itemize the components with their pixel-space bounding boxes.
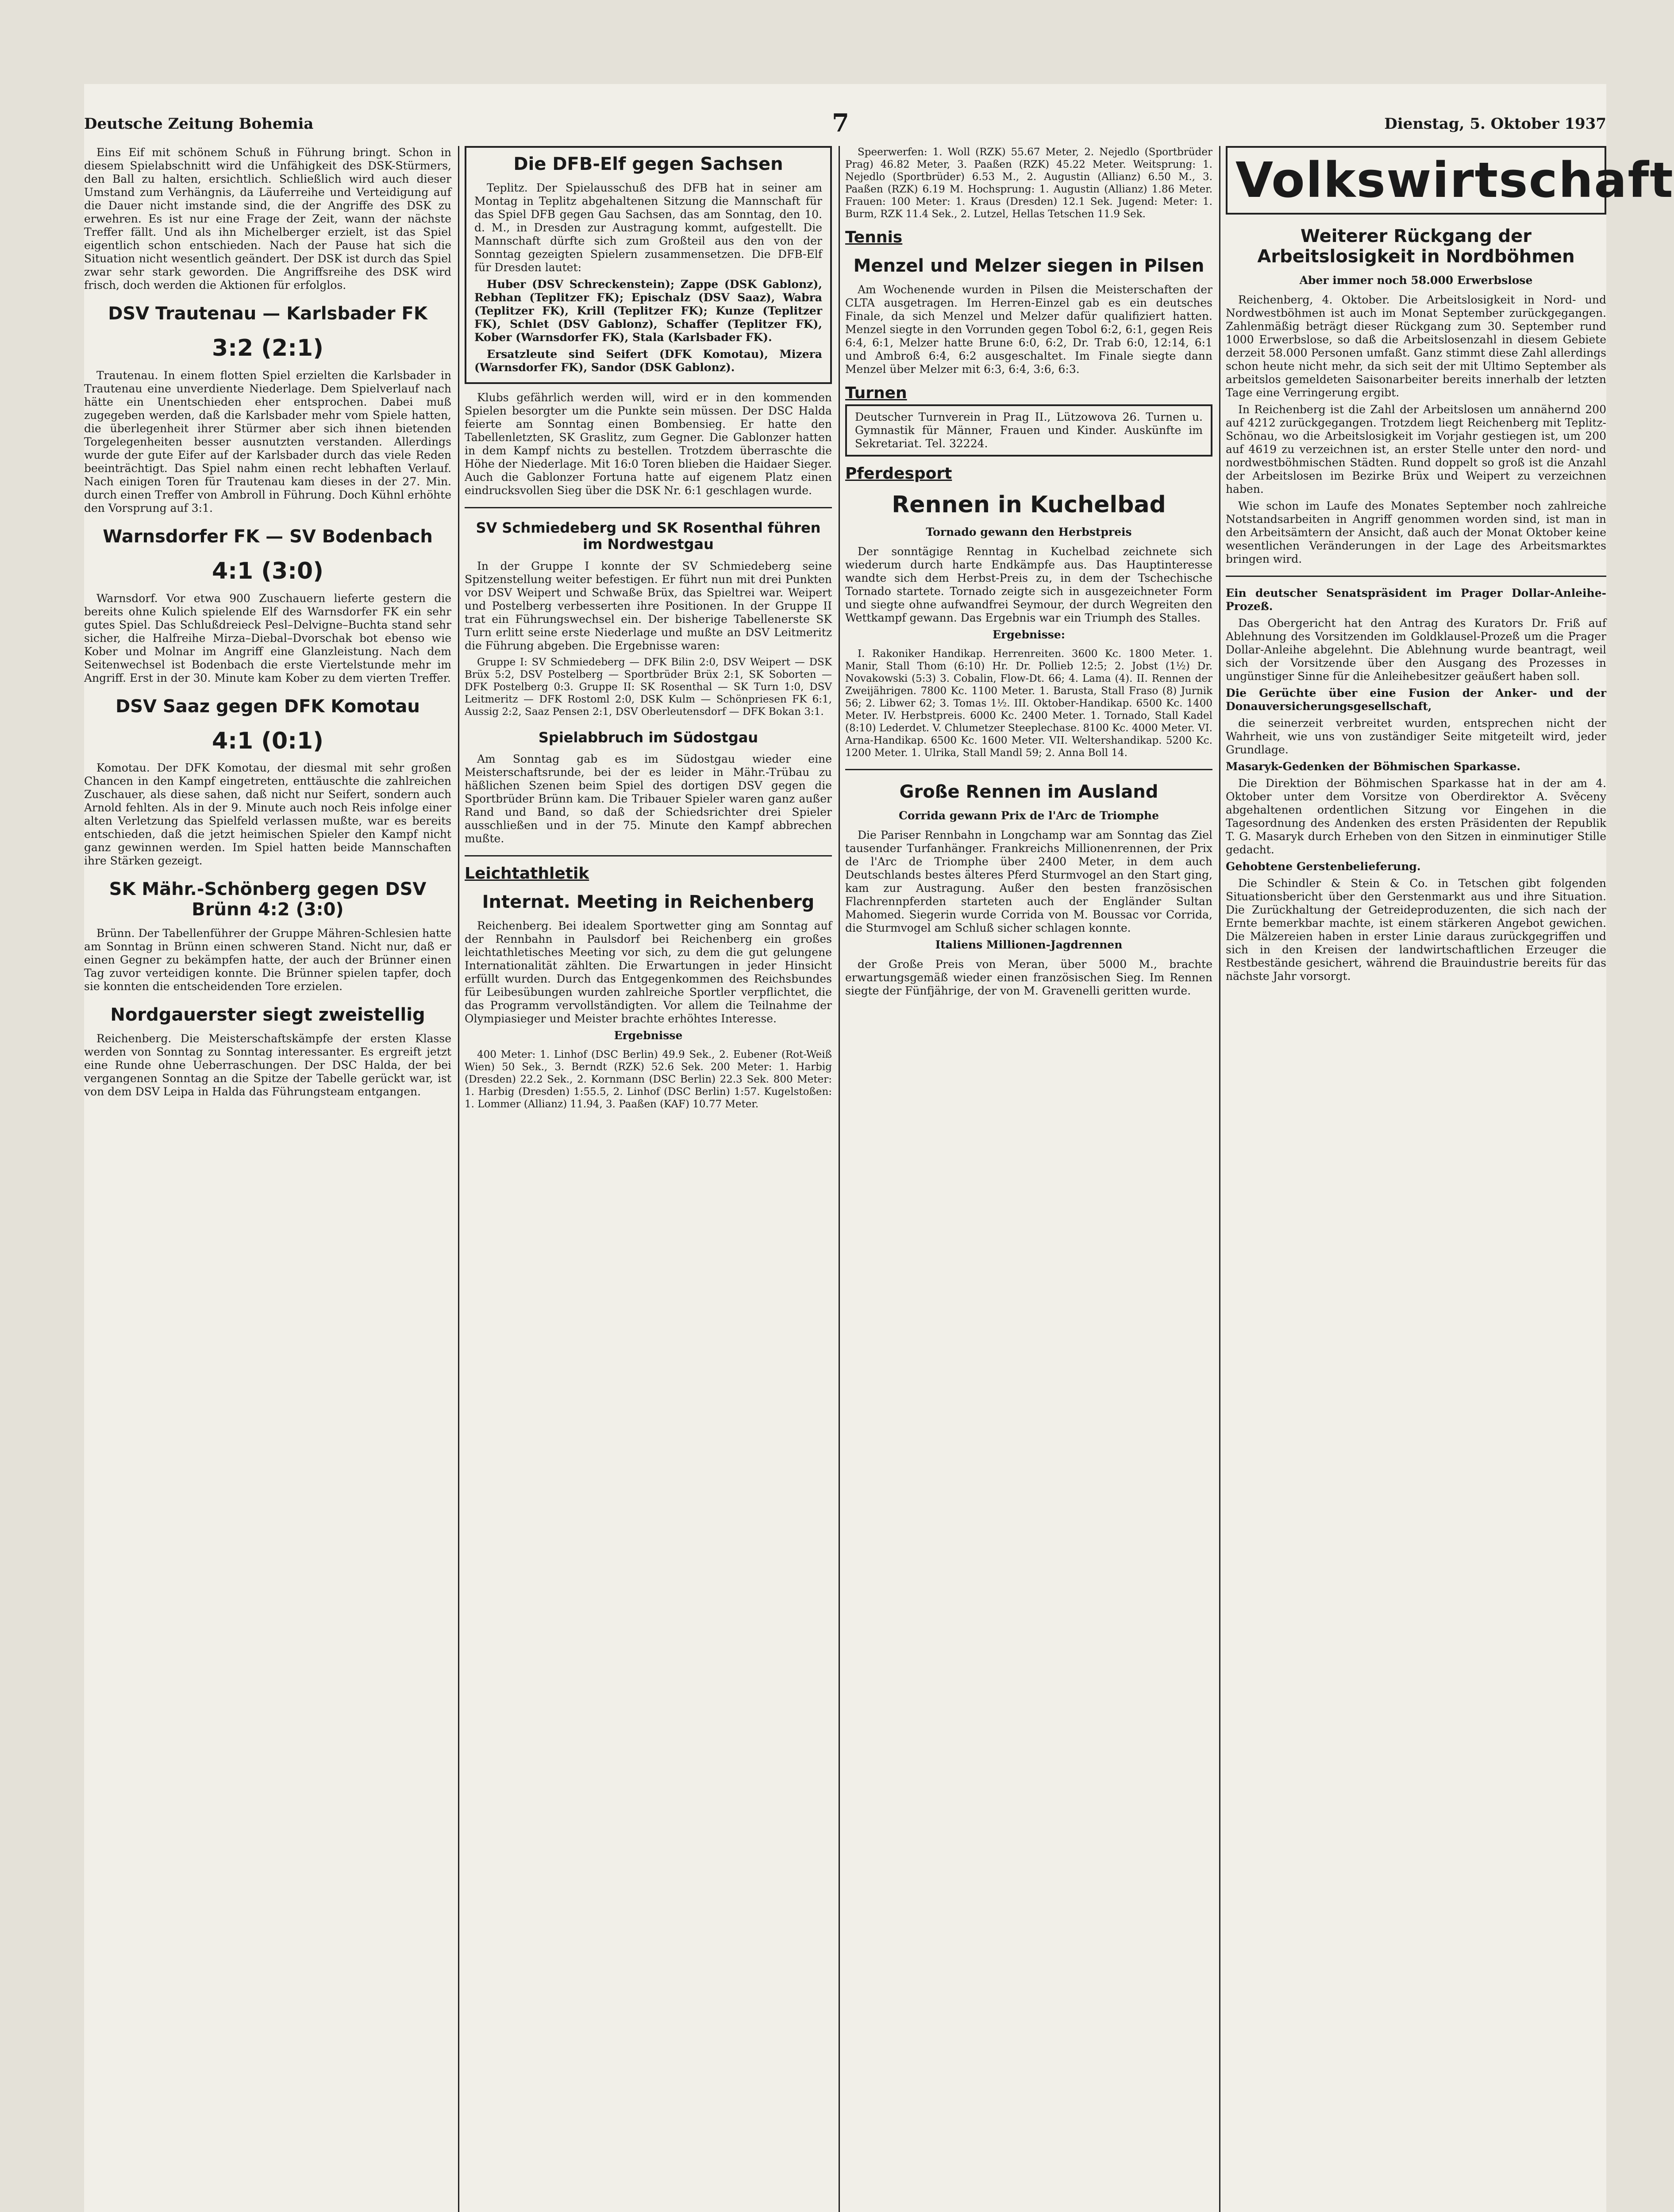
match-score: 4:1 (0:1) [212, 727, 323, 754]
match-score: 3:2 (2:1) [212, 335, 323, 361]
headline: Rennen in Kuchelbad [892, 492, 1166, 518]
headline: SK Mähr.-Schönberg gegen DSV Brünn 4:2 (3:0) [109, 879, 427, 920]
newspaper-page [84, 84, 1674, 2212]
article-text: Warnsdorf. Vor etwa 900 Zuschauern lieferte gestern die bereits ohne Kulich spielende Elf des Warnsdorfer FK ein sehr gutes Spiel. Das Schlußdreieck Pesl–Delvigne–Buchta stand sehr sicher, die Halfreihe Mirza–Diebal–Dvorschak bot ebenso wie Kober und Molnar im Angriff eine Glanzleistung. Nach dem Seitenwechsel ist Bodenbach die erste Viertelstunde mehr im Angriff. Erst in der 30. Minute kam Kober zu dem vierten Treffer. [84, 591, 451, 684]
article-text: Das Obergericht hat den Antrag des Kurators Dr. Friß auf Ablehnung des Vorsitzenden im Goldklausel-Prozeß um die Prager Dollar-Anleihe abgelehnt. Die Ablehnung wurde beantragt, weil sich der Vorsitzende über den Ausgang des Prozesses in ungünstiger Sinne für die Anleihebesitzer geäußert haben soll. [1226, 616, 1606, 683]
headline: SV Schmiedeberg und SK Rosenthal führen im Nordwestgau [476, 519, 821, 553]
article-text: Reichenberg. Die Meisterschaftskämpfe der ersten Klasse werden von Sonntag zu Sonntag interessanter. Es ergreift jetzt eine Runde ohne Ueberraschungen. Der DSC Halda, der bei vergangenen Sonntag an die Spitze der Tabelle gerückt war, ist von dem DSV Leipa in Halda das Führungsteam entgangen. [84, 1032, 451, 1098]
reserve-players: Ersatzleute sind Seifert (DFK Komotau), Mizera (Warnsdorfer FK), Sandor (DSK Gablonz). [474, 348, 822, 374]
section-title: Volkswirtschaft [1226, 146, 1606, 215]
headline: Warnsdorfer FK — SV Bodenbach [103, 526, 433, 547]
headline: Ein deutscher Senatspräsident im Prager Dollar-Anleihe-Prozeß. [1226, 586, 1606, 613]
separator [465, 507, 832, 508]
headline: Die DFB-Elf gegen Sachsen [513, 154, 783, 174]
subheading: Ergebnisse: [992, 628, 1066, 641]
subheading: Tornado gewann den Herbstpreis [926, 525, 1132, 538]
subheading: Italiens Millionen-Jagdrennen [935, 938, 1123, 951]
article-text: die seinerzeit verbreitet wurden, entsprechen nicht der Wahrheit, wie uns von zuständiger Seite mitgeteilt wird, jeder Grundlage. [1226, 716, 1606, 756]
separator [845, 769, 1212, 770]
team-lineup: Huber (DSV Schreckenstein); Zappe (DSK Gablonz), Rebhan (Teplitzer FK); Epischalz (DSV Saaz), Wabra (Teplitzer FK), Krill (Teplitzer FK); Kunze (Teplitzer FK), Schlet (DSV Gablonz), Schaffer (Teplitzer FK), Kober (Warnsdorfer FK), Stala (Karlsbader FK). [474, 278, 822, 344]
section-heading: Turnen [845, 384, 907, 402]
article-text: Komotau. Der DFK Komotau, der diesmal mit sehr großen Chancen in den Kampf eingetreten, enttäuschte die zahlreichen Zuschauer, als diese sahen, daß nicht nur Seifert, sondern auch Arnold fehlten. Als in der 9. Minute auch noch Reis infolge einer alten Verletzung das Spielfeld verlassen mußte, war es bereits entschieden, daß die jetzt heimischen Spieler den Kampf nicht ganz gewinnen werden. Im Spiel hatten beide Mannschaften ihre Stärken gezeigt. [84, 761, 451, 868]
article-text: Trautenau. In einem flotten Spiel erzielten die Karlsbader in Trautenau eine unverdiente Niederlage. Dem Spielverlauf nach hätte ein Unentschieden eher entsprochen. Dabei muß zugegeben werden, daß die Karlsbader mehr vom Spiele hatten, die überlegenheit ihrer Stürmer aber sich ihnen bietenden Torgelegenheiten besser ausnutzten verstanden. Allerdings wurde der gute Eifer auf der Karlsbader durch das viele Reden beeinträchtigt. Das Spiel nahm einen recht lebhaften Verlauf. Nach einigen Toren für Trautenau kam dieses in der 27. Min. durch einen Treffer von Ambroll in Führung. Doch Kühnl erhöhte den Vorsprung auf 3:1. [84, 369, 451, 515]
article-text: Die Direktion der Böhmischen Sparkasse hat in der am 4. Oktober unter dem Vorsitze von Oberdirektor A. Svěceny abgehaltenen ordentlichen Sitzung vor Eingehen in die Tagesordnung des Andenken des ersten Präsidenten der Republik T. G. Masaryk durch Erheben von den Sitzen in einminutiger Stille gedacht. [1226, 776, 1606, 856]
boxed-article [465, 146, 832, 384]
article-text: Die Schindler & Stein & Co. in Tetschen gibt folgenden Situationsbericht über den Gerstenmarkt aus und ihre Situation. Die Zurückhaltung der Getreideproduzenten, die sich nach der Ernte bemerkbar machte, ist einem stärkeren Angebot gewichen. Die Mälzereien haben in erster Linie daraus zurückgegriffen und sich in den Kreisen der landwirtschaftlichen Erzeuger die Restbestände gesichert, während die Brauindustrie bereits für das nächste Jahr vorsorgt. [1226, 876, 1606, 983]
column-1 [84, 146, 451, 2212]
page-header [84, 106, 1606, 146]
headline: Internat. Meeting in Reichenberg [482, 892, 815, 913]
section-heading: Leichtathletik [465, 864, 589, 883]
column-divider [839, 146, 840, 2212]
article-text: Teplitz. Der Spielausschuß des DFB hat in seiner am Montag in Teplitz abgehaltenen Sitzung die Mannschaft für das Spiel DFB gegen Gau Sachsen, das am Sonntag, den 10. d. M., in Dresden zur Austragung kommt, aufgestellt. Die Mannschaft dürfte sich zum Großteil aus den von der Sonntag gezeigten Spielern zusammensetzen. Die DFB-Elf für Dresden lautet: [474, 181, 822, 274]
article-text: Reichenberg. Bei idealem Sportwetter ging am Sonntag auf der Rennbahn in Paulsdorf bei Reichenberg ein großes leichtathletisches Meeting vor sich, zu dem die gut gelungene Internationalität zählten. Die Erwartungen in jeder Hinsicht erfüllt wurden. Durch das Entgegenkommen des Reichsbundes für Leibesübungen wurden zahlreiche Sportler verpflichtet, die das Programm vervollständigten. Vor allem die Teilnahme der Olympiasieger und Meister brachte erhöhtes Interesse. [465, 919, 832, 1025]
headline: Weiterer Rückgang der Arbeitslosigkeit in Nordböhmen [1257, 226, 1575, 267]
subheading: Aber immer noch 58.000 Erwerbslose [1299, 273, 1533, 287]
section-heading: Tennis [845, 228, 903, 246]
results-text: I. Rakoniker Handikap. Herrenreiten. 3600 Kc. 1800 Meter. 1. Manir, Stall Thom (6:10) Hr. Dr. Pollieb 12:5; 2. Jobst (1½) Dr. Novakowski (5:3) 3. Cobalin, Flow-Dt. 66; 4. Lama (4). II. Rennen der Zweijährigen. 7800 Kc. 1100 Meter. 1. Barusta, Stall Fraso (8) Jurnik 56; 2. Libwer 62; 3. Tomas 1½. III. Oktober-Handikap. 6500 Kc. 1400 Meter. IV. Herbstpreis. 6000 Kc. 2400 Meter. 1. Tornado, Stall Kadel (8:10) Lederdet. V. Chlumetzer Steeplechase. 8100 Kc. 4000 Meter. VI. Arna-Handikap. 6500 Kc. 1600 Meter. VII. Weltershandikap. 5200 Kc. 1200 Meter. 1. Ulrika, Stall Mandl 59; 2. Anna Boll 14. [845, 648, 1212, 759]
results-text: Gruppe I: SV Schmiedeberg — DFK Bilin 2:0, DSV Weipert — DSK Brüx 5:2, DSV Postelberg — Sportbrüder Brüx 2:1, SK Soborten — DFK Postelberg 0:3. Gruppe II: SK Rosenthal — SK Turn 1:0, DSV Leitmeritz — DFK Rostoml 2:0, DSK Kulm — Schönpriesen FK 6:1, Aussig 2:2, Saaz Pensen 2:1, DSV Oberleutensdorf — DFK Bokan 3:1. [465, 656, 832, 718]
article-text: Eins Eif mit schönem Schuß in Führung bringt. Schon in diesem Spielabschnitt wird die Unfähigkeit des DSK-Stürmers, den Ball zu halten, ersichtlich. Schließlich wird auch dieser Umstand zum Verhängnis, da Läuferreihe und Verteidigung auf die Dauer nicht imstande sind, die der Angriffe des DSK zu erwehren. Es ist nur eine Frage der Zeit, wann der nächste Treffer fällt. Und als ihn Michelberger erzielt, ist das Spiel eigentlich schon entschieden. Nach der Pause hat sich die Situation nicht wesentlich geändert. Der DSK ist durch das Spiel zwar sehr stark geworden. Die Angriffsreihe des DSK wird frisch, doch werden die Aktionen für erfolglos. [84, 146, 451, 292]
column-divider [458, 146, 459, 2212]
article-text: Wie schon im Laufe des Monates September noch zahlreiche Notstandsarbeiten in Angriff genommen worden sind, ist man in den Arbeitsämtern der Ansicht, daß auch der Monat Oktober keine wesentlichen Veränderungen in der Lage des Arbeitsmarktes bringen wird. [1226, 499, 1606, 565]
headline: Gehobtene Gerstenbelieferung. [1226, 860, 1421, 873]
article-text: Der sonntägige Renntag in Kuchelbad zeichnete sich wiederum durch harte Endkämpfe aus. Das Hauptinteresse wandte sich dem Herbst-Preis zu, in dem der Tschechische Tornado startete. Tornado zeigte sich in ausgezeichneter Form und siegte ohne aufwandfrei Seymour, der durch Wegreiten den Wettkampf gewann. Das Ergebnis war ein Triumph des Stalles. [845, 545, 1212, 624]
section-heading: Pferdesport [845, 465, 952, 483]
article-text: Brünn. Der Tabellenführer der Gruppe Mähren-Schlesien hatte am Sonntag in Brünn einen schweren Stand. Nicht nur, daß er einen Gegner zu bekämpfen hatte, der auch der Brünner einen Tag zuvor verteidigen konnte. Die Brünner spielen tapfer, doch sie konnten die entscheidenden Tore erzielen. [84, 927, 451, 993]
issue-date: Dienstag, 5. Oktober 1937 [1384, 115, 1606, 133]
article-text: Reichenberg, 4. Oktober. Die Arbeitslosigkeit in Nord- und Nordwestböhmen ist auch im Monat September zurückgegangen. Zahlenmäßig beträgt dieser Rückgang zum 30. September rund 1000 Erwerbslose, so daß die Arbeitslosenzahl in diesem Gebiete derzeit 58.000 Personen umfaßt. Ganz stimmt diese Zahl allerdings schon heute nicht mehr, da sich seit der mit Ultimo September als arbeitslos gemeldeten Saisonarbeiter bereits innerhalb der letzten Tage eine Verringerung ergibt. [1226, 293, 1606, 399]
column-2 [465, 146, 832, 2212]
match-score: 4:1 (3:0) [212, 557, 323, 584]
article-text: Am Sonntag gab es im Südostgau wieder eine Meisterschaftsrunde, bei der es leider in Mähr.-Trübau zu häßlichen Szenen beim Spiel des dortigen DSV gegen die Sportbrüder Brünn kam. Die Tribauer Spieler waren ganz außer Rand und Band, so daß der Schiedsrichter drei Spieler ausschließen und in der 75. Minute den Kampf abbrechen mußte. [465, 753, 832, 845]
article-text: Die Pariser Rennbahn in Longchamp war am Sonntag das Ziel tausender Turfanhänger. Frankreichs Millionenrennen, der Prix de l'Arc de Triomphe über 2400 Meter, in dem auch Deutschlands bestes älteres Pferd Sturmvogel an den Start ging, kam zur Austragung. Außer den besten französischen Flachrennpferden starteten auch der Engländer Sultan Mahomed. Siegerin wurde Corrida von M. Boussac vor Corrida, die Sturmvogel am Schluß sicher schlagen konnte. [845, 828, 1212, 934]
publication-name: Deutsche Zeitung Bohemia [84, 115, 314, 133]
headline: Masaryk-Gedenken der Böhmischen Sparkasse. [1226, 760, 1521, 773]
page-number: 7 [832, 108, 849, 138]
headline: DSV Saaz gegen DFK Komotau [115, 696, 420, 717]
article-text: der Große Preis von Meran, über 5000 M., brachte erwartungsgemäß wieder einen französischen Sieg. Im Rennen siegte der Fünfjährige, der von M. Gravenelli geritten wurde. [845, 957, 1212, 997]
article-text: In Reichenberg ist die Zahl der Arbeitslosen um annähernd 200 auf 4212 zurückgegangen. Trotzdem liegt Reichenberg mit Teplitz-Schönau, wo die Arbeitslosigkeit im Vorjahr gestiegen ist, um 200 auf 4619 zu verzeichnen ist, an erster Stelle unter den nord- und nordwestböhmischen Städten. Rund doppelt so groß ist die Anzahl der Arbeitslosen im Bezirke Brüx und Weipert zu verzeichnen haben. [1226, 403, 1606, 495]
headline: Spielabbruch im Südostgau [538, 729, 758, 746]
subheading: Corrida gewann Prix de l'Arc de Triomphe [898, 809, 1159, 822]
club-notice: Deutscher Turnverein in Prag II., Lützowova 26. Turnen u. Gymnastik für Männer, Frauen und Kinder. Auskünfte im Sekretariat. Tel. 32224. [845, 404, 1212, 457]
headline: Die Gerüchte über eine Fusion der Anker- und der Donauversicherungsgesellschaft, [1226, 686, 1606, 713]
column-3 [845, 146, 1212, 2212]
subheading: Ergebnisse [614, 1029, 683, 1042]
headline: Nordgauerster siegt zweistellig [110, 1005, 425, 1025]
article-text: Am Wochenende wurden in Pilsen die Meisterschaften der CLTA ausgetragen. Im Herren-Einzel gab es ein deutsches Finale, da sich Menzel und Melzer dafür qualifiziert hatten. Menzel siegte in den Vorrunden gegen Tobol 6:2, 6:1, gegen Reis 6:4, 6:1, Melzer hatte Brune 6:0, 6:2, Dr. Trab 6:0, 12:14, 6:1 und Ambroß 6:4, 6:2 ausgeschaltet. Im Finale siegte dann Menzel über Melzer mit 6:3, 6:4, 3:6, 6:3. [845, 283, 1212, 376]
separator [1226, 576, 1606, 577]
article-text: In der Gruppe I konnte der SV Schmiedeberg seine Spitzenstellung weiter befestigen. Er führt nun mit drei Punkten vor DSV Weipert und Schwaße Brüx, das Spieltrei war. Weipert und Postelberg verbesserten ihre Positionen. In der Gruppe II trat ein Führungswechsel ein. Der bisherige Tabellenerste SK Turn erlitt seine erste Niederlage und mußte an DSV Leitmeritz die Führung abgeben. Die Ergebnisse waren: [465, 559, 832, 652]
results-text: Speerwerfen: 1. Woll (RZK) 55.67 Meter, 2. Nejedlo (Sportbrüder Prag) 46.82 Meter, 3. Paaßen (RZK) 45.22 Meter. Weitsprung: 1. Nejedlo (Sportbrüder) 6.53 M., 2. Augustin (Allianz) 6.50 M., 3. Paaßen (RZK) 6.19 M. Hochsprung: 1. Augustin (Allianz) 1.86 Meter. Frauen: 100 Meter: 1. Kraus (Dresden) 12.1 Sek. Jugend: Meter: 1. Burm, RZK 11.4 Sek., 2. Lutzel, Hellas Tetschen 11.9 Sek. [845, 146, 1212, 220]
results-text: 400 Meter: 1. Linhof (DSC Berlin) 49.9 Sek., 2. Eubener (Rot-Weiß Wien) 50 Sek., 3. Berndt (RZK) 52.6 Sek. 200 Meter: 1. Harbig (Dresden) 22.2 Sek., 2. Kornmann (DSC Berlin) 22.3 Sek. 800 Meter: 1. Harbig (Dresden) 1:55.5, 2. Linhof (DSC Berlin) 1:57. Kugelstoßen: 1. Lommer (Allianz) 11.94, 3. Paaßen (KAF) 10.77 Meter. [465, 1049, 832, 1110]
headline: Menzel und Melzer siegen in Pilsen [853, 256, 1205, 276]
headline: Große Rennen im Ausland [899, 781, 1158, 802]
article-text: Klubs gefährlich werden will, wird er in den kommenden Spielen besorgter um die Punkte sein müssen. Der DSC Halda feierte am Sonntag einen Bombensieg. Er hatte den Tabellenletzten, SK Graslitz, zum Gegner. Die Gablonzer hatten in dem Kampf nichts zu bestellen. Trotzdem überraschte die Höhe der Niederlage. Mit 16:0 Toren blieben die Haidaer Sieger. Auch die Gablonzer Fortuna hatte auf eigenem Platz einen eindrucksvollen Sieg über die DSK Nr. 6:1 geschlagen wurde. [465, 391, 832, 497]
separator [465, 855, 832, 856]
headline: DSV Trautenau — Karlsbader FK [108, 303, 427, 324]
column-4 [1226, 146, 1674, 2212]
column-divider [1219, 146, 1220, 2212]
